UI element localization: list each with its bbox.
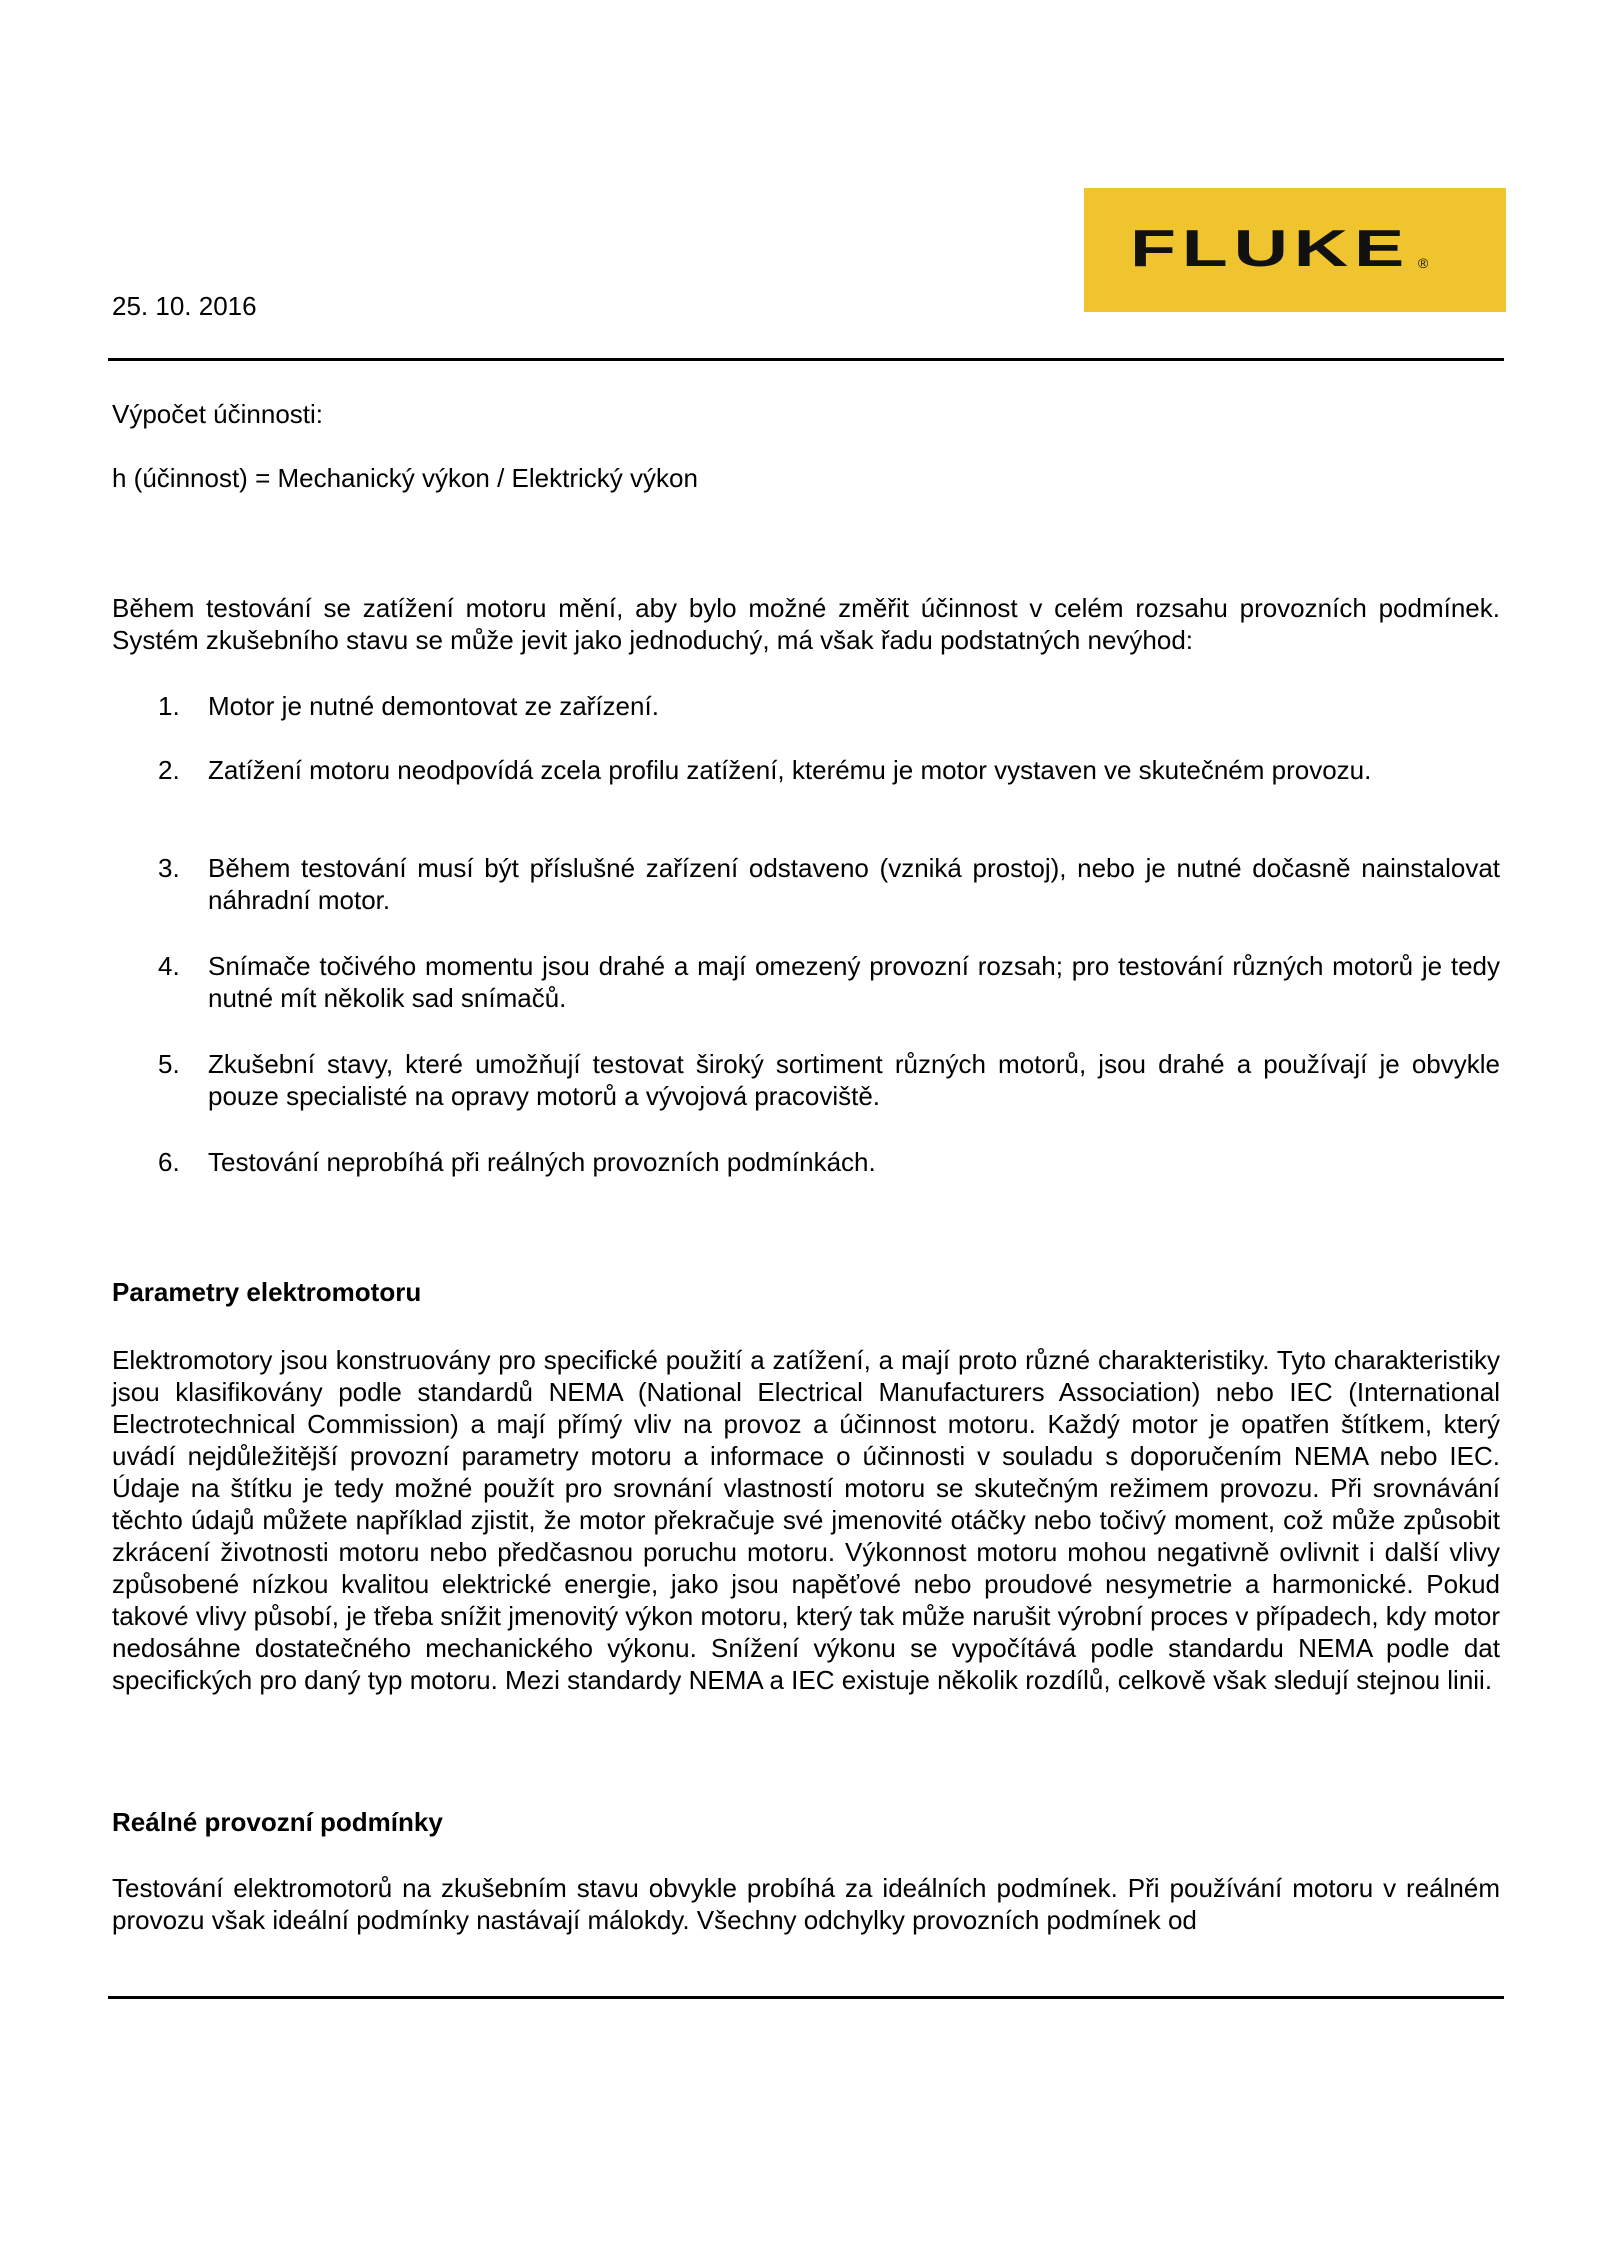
section-heading-real-conditions: Reálné provozní podmínky <box>112 1807 443 1837</box>
efficiency-formula: h (účinnost) = Mechanický výkon / Elektrický výkon <box>112 463 698 493</box>
list-item-text: Snímače točivého momentu jsou drahé a mají omezený provozní rozsah; pro testování různých motorů je tedy nutné mít několik sad snímačů. <box>208 951 1500 1013</box>
list-item <box>158 1048 1500 1112</box>
list-item-text: Motor je nutné demontovat ze zařízení. <box>208 691 659 721</box>
footer-divider <box>108 1996 1504 1999</box>
list-item-number: 6. <box>158 1147 180 1177</box>
real-conditions-paragraph: Testování elektromotorů na zkušebním stavu obvykle probíhá za ideálních podmínek. Při používání motoru v reálném provozu však ideální podmínky nastávají málokdy. Všechny odchylky provozních podmínek od <box>112 1873 1500 1935</box>
list-item-number: 3. <box>158 853 180 883</box>
intro-paragraph: Během testování se zatížení motoru mění, aby bylo možné změřit účinnost v celém rozsahu provozních podmínek. Systém zkušebního stavu se může jevit jako jednoduchý, má však řadu podstatných nevýhod: <box>112 593 1500 655</box>
list-item <box>158 754 1500 786</box>
header-divider <box>108 358 1504 361</box>
fluke-logo-graphic <box>1084 188 1506 312</box>
registered-mark: ® <box>1418 255 1429 271</box>
list-item-text: Během testování musí být příslušné zařízení odstaveno (vzniká prostoj), nebo je nutné dočasně nainstalovat náhradní motor. <box>208 853 1500 915</box>
list-item-text: Testování neprobíhá při reálných provozních podmínkách. <box>208 1147 876 1177</box>
document-date: 25. 10. 2016 <box>112 291 257 321</box>
list-item-number: 4. <box>158 951 180 981</box>
list-item-text: Zatížení motoru neodpovídá zcela profilu zatížení, kterému je motor vystaven ve skutečném provozu. <box>208 755 1372 785</box>
logo-wordmark: FLUKE <box>1130 220 1410 278</box>
list-item <box>158 1146 1500 1178</box>
list-item-text: Zkušební stavy, které umožňují testovat široký sortiment různých motorů, jsou drahé a používají je obvykle pouze specialisté na opravy motorů a vývojová pracoviště. <box>208 1049 1500 1111</box>
list-item <box>158 690 1500 722</box>
list-item-number: 1. <box>158 691 180 721</box>
list-item <box>158 950 1500 1014</box>
list-item <box>158 852 1500 916</box>
list-item-number: 5. <box>158 1049 180 1079</box>
list-item-number: 2. <box>158 755 180 785</box>
intro-title: Výpočet účinnosti: <box>112 399 324 429</box>
fluke-logo <box>1084 188 1506 312</box>
section-heading-parameters: Parametry elektromotoru <box>112 1277 422 1307</box>
parameters-paragraph: Elektromotory jsou konstruovány pro specifické použití a zatížení, a mají proto různé charakteristiky. Tyto charakteristiky jsou klasifikovány podle standardů NEMA (National Electrical Manufacturers Association) nebo IEC (International Electrotechnical Commission) a mají přímý vliv na provoz a účinnost motoru. Každý motor je opatřen štítkem, který uvádí nejdůležitější provozní parametry motoru a informace o účinnosti v souladu s doporučením NEMA nebo IEC. Údaje na štítku je tedy možné použít pro srovnání vlastností motoru se skutečným režimem provozu. Při srovnávání těchto údajů můžete například zjistit, že motor překračuje své jmenovité otáčky nebo točivý moment, což může způsobit zkrácení životnosti motoru nebo předčasnou poruchu motoru. Výkonnost motoru mohou negativně ovlivnit i další vlivy způsobené nízkou kvalitou elektrické energie, jako jsou napěťové nebo proudové nesymetrie a harmonické. Pokud takové vlivy působí, je třeba snížit jmenovitý výkon motoru, který tak může narušit výrobní proces v případech, kdy motor nedosáhne dostatečného mechanického výkonu. Snížení výkonu se vypočítává podle standardu NEMA podle dat specifických pro daný typ motoru. Mezi standardy NEMA a IEC existuje několik rozdílů, celkově však sledují stejnou linii. <box>112 1345 1500 1695</box>
